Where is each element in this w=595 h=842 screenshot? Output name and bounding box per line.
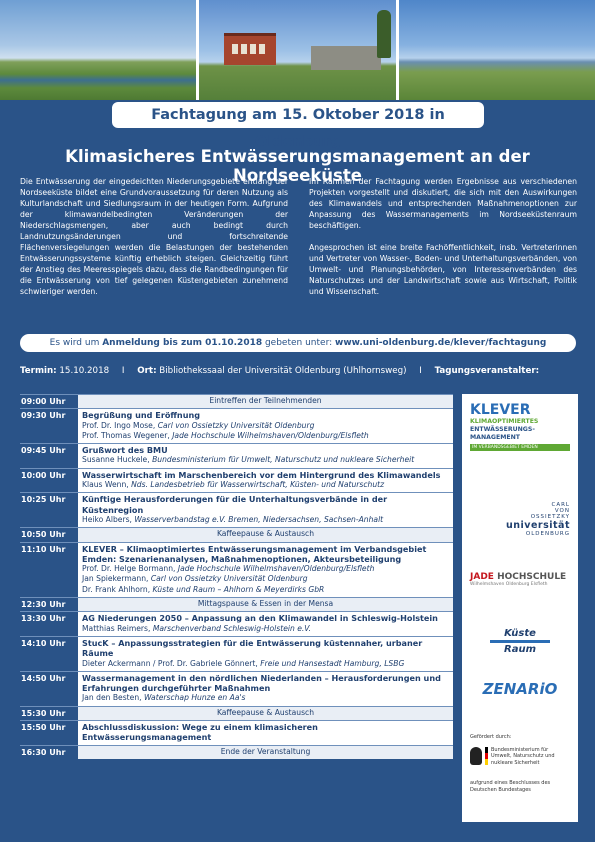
- uni-logo-name: universität: [505, 520, 570, 531]
- speaker-name: Susanne Huckele,: [82, 455, 153, 465]
- program-row: [20, 468, 453, 493]
- speaker-organisation: Marschenverband Schleswig-Holstein e.V.: [152, 623, 312, 633]
- sponsor-panel: [462, 394, 578, 822]
- program-speaker: [82, 515, 449, 525]
- program-talk-title: Begrüßung und Eröffnung: [82, 410, 201, 421]
- bmu-funder-logo: [470, 734, 570, 793]
- program-break-label: Kaffeepause & Austausch: [216, 529, 315, 539]
- wave-line: [490, 640, 550, 643]
- program-speaker: [82, 585, 449, 595]
- program-cell: [78, 543, 453, 597]
- program-cell: [78, 637, 453, 671]
- program-row: [20, 408, 453, 443]
- program-talk-title: Wassermanagement in den nördlichen Niederlanden – Herausforderungen und Erfahrungen durchgeführter Maßnahmen: [82, 672, 441, 694]
- program-break-label: Mittagspause & Essen in der Mensa: [197, 599, 334, 609]
- program-cell: [78, 444, 453, 468]
- intro-paragraph: Die Entwässerung der eingedeichten Niederungsgebiete entlang der Nordseeküste bildet eine Grundvoraussetzung für deren Nutzung als Kulturlandschaft und Siedlungsraum in der heutigen Form. Aufgrund der klimawandelbedingten Veränderungen der Niederschlagsmengen, aber auch bedingt durch Landnutzungsänderungen und fortschreitende Flächenversiegelungen werden die Belastungen der bestehenden Entwässerungssysteme künftig erheblich steigen. Gleichzeitig führt der Anstieg des Meeresspiegels dazu, dass die Randbedingungen für die Entwässerung von tief gelegenen Küstengebieten zunehmend schwieriger werden.: [20, 177, 288, 296]
- klever-logo-line: ENTWÄSSERUNGS-: [470, 426, 535, 433]
- uni-logo-city: OLDENBURG: [525, 531, 570, 537]
- program-row: [20, 492, 453, 527]
- program-time: 14:10 Uhr: [21, 638, 66, 648]
- program-speaker: [82, 455, 449, 465]
- klever-logo-title: KLEVER: [470, 402, 531, 418]
- speaker-name: Prof. Dr. Helge Bormann,: [82, 564, 178, 574]
- program-cell: [78, 528, 453, 541]
- zenario-logo: [470, 680, 570, 698]
- german-flag-icon: [485, 747, 488, 765]
- program-time: 12:30 Uhr: [21, 600, 66, 610]
- klever-logo-line: MANAGEMENT: [470, 434, 521, 441]
- klever-logo-ribbon: IM VERBANDSGEBIET EMDEN: [470, 444, 570, 451]
- program-time: 10:00 Uhr: [21, 470, 66, 480]
- intro-paragraph: Angesprochen ist eine breite Fachöffentlichkeit, insb. Vertreterinnen und Vertreter von Wasser-, Boden- und Unterhaltungsverbänden, von Umwelt- und Planungsbehörden, von Interessenverbänden des Naturschutzes und der Landwirtschaft sowie aus Wirtschaft, Politik und Wissenschaft.: [309, 243, 577, 296]
- uni-oldenburg-logo: [470, 502, 570, 537]
- program-speaker: [82, 574, 449, 584]
- program-cell: [78, 746, 453, 759]
- program-cell: [78, 612, 453, 636]
- speaker-organisation: Waterschap Hunze en Aa's: [143, 693, 246, 703]
- program-time: 09:30 Uhr: [21, 411, 66, 421]
- program-speaker: [82, 659, 449, 669]
- program-talk-title: Künftige Herausforderungen für die Unterhaltungsverbände in der Küstenregion: [82, 494, 388, 515]
- program-row: [20, 671, 453, 706]
- uni-logo-text: CARL: [551, 502, 570, 508]
- tree: [377, 10, 391, 58]
- klever-logo-line: KLIMAOPTIMIERTES: [470, 418, 539, 425]
- speaker-organisation: Nds. Landesbetrieb für Wasserwirtschaft, Küsten- und Naturschutz: [131, 480, 385, 490]
- header-photos: [0, 0, 595, 100]
- registration-deadline: Anmeldung bis zum 01.10.2018: [102, 338, 263, 348]
- program-time: 14:50 Uhr: [21, 673, 66, 683]
- speaker-name: Dr. Frank Ahlhorn,: [82, 584, 153, 594]
- jade-hochschule-logo: [470, 572, 570, 587]
- speaker-organisation: Carl von Ossietzky Universität Oldenburg: [157, 420, 315, 430]
- speaker-name: Jan den Besten,: [82, 693, 144, 703]
- speaker-organisation: Jade Hochschule Wilhelmshaven/Oldenburg/Elsfleth: [172, 430, 369, 440]
- program-break-label: Eintreffen der Teilnehmenden: [209, 396, 322, 405]
- program-time: 09:45 Uhr: [21, 446, 66, 456]
- program-talk-title: Abschlussdiskussion: Wege zu einem klimasicheren Entwässerungsmanagement: [82, 722, 318, 743]
- program-talk-title: AG Niederungen 2050 – Anpassung an den Klimawandel in Schleswig-Holstein: [82, 613, 438, 624]
- speaker-name: Prof. Thomas Wegener,: [82, 430, 173, 440]
- intro-paragraph: Im Rahmen der Fachtagung werden Ergebnisse aus verschiedenen Projekten vorgestellt und diskutiert, die sich mit den Auswirkungen des Klimawandels und entsprechenden Maßnahmenoptionen zur Anpassung des Wassermanagements im Nordseeküstenraum beschäftigen.: [309, 177, 577, 230]
- program-time: 11:10 Uhr: [21, 544, 66, 554]
- jade-logo-sub: Wilhelmshaven Oldenburg Elsfleth: [470, 582, 548, 587]
- program-cell: [78, 707, 453, 720]
- program-break-label: Ende der Veranstaltung: [220, 746, 311, 756]
- speaker-organisation: Küste und Raum – Ahlhorn & Meyerdirks GbR: [152, 584, 325, 594]
- speaker-name: Klaus Wenn,: [82, 480, 132, 490]
- program-cell: [78, 598, 453, 611]
- termin-value: 15.10.2018: [56, 366, 110, 376]
- program-speaker: [82, 431, 449, 441]
- ort-value: Bibliothekssaal der Universität Oldenburg (Uhlhornsweg): [156, 366, 407, 376]
- klever-logo: [470, 402, 570, 451]
- speaker-name: Prof. Dr. Ingo Mose,: [82, 420, 158, 430]
- program-time: 15:30 Uhr: [21, 708, 66, 718]
- speaker-organisation: Wasserverbandstag e.V. Bremen, Niedersachsen, Sachsen-Anhalt: [134, 514, 384, 524]
- separator: I: [121, 366, 125, 376]
- program-speaker: [82, 693, 449, 703]
- program-talk-title: KLEVER – Klimaoptimiertes Entwässerungsmanagement im Verbandsgebiet Emden: Szenarienanalysen, Maßnahmenoptionen, Akteursbeteiligung: [82, 543, 427, 564]
- program-row: [20, 394, 453, 408]
- program-cell: [78, 672, 453, 706]
- uni-logo-text: VON: [554, 508, 570, 514]
- program-speaker: [82, 480, 449, 490]
- program-table: [20, 394, 453, 759]
- program-time: 16:30 Uhr: [21, 747, 66, 757]
- event-subtitle: Fachtagung am 15. Oktober 2018 in Oldenburg: [110, 100, 486, 130]
- program-row: [20, 527, 453, 541]
- program-row: [20, 745, 453, 759]
- program-row: [20, 706, 453, 720]
- registration-middle: gebeten unter:: [262, 338, 336, 348]
- raum-logo-text: Raum: [504, 644, 536, 655]
- program-cell: [78, 721, 453, 745]
- kueste-logo-text: Küste: [504, 628, 536, 639]
- program-time: 10:50 Uhr: [21, 530, 66, 540]
- federal-eagle-icon: [470, 747, 482, 765]
- registration-prefix: Es wird um: [49, 338, 103, 348]
- program-talk-title: Grußwort des BMU: [82, 445, 168, 456]
- funder-note: aufgrund eines Beschlusses des Deutschen Bundestages: [470, 780, 551, 793]
- photo-coast: [399, 0, 595, 100]
- speaker-organisation: Freie und Hansestadt Hamburg, LSBG: [260, 658, 405, 668]
- program-talk-title: StucK – Anpassungsstrategien für die Entwässerung küstennaher, urbaner Räume: [82, 637, 423, 659]
- program-speaker: [82, 624, 449, 634]
- speaker-name: Matthias Reimers,: [82, 623, 153, 633]
- kueste-und-raum-logo: [470, 628, 570, 655]
- pumping-station-building: [224, 33, 276, 65]
- program-cell: [78, 493, 453, 527]
- funder-name: Bundesministerium für Umwelt, Naturschutz und nukleare Sicherheit: [491, 746, 555, 766]
- speaker-organisation: Carl von Ossietzky Universität Oldenburg: [150, 574, 308, 584]
- intro-right: [309, 176, 577, 297]
- program-row: [20, 542, 453, 597]
- veranstalter-label: Tagungsveranstalter:: [434, 366, 540, 376]
- program-row: [20, 443, 453, 468]
- program-break-label: Kaffeepause & Austausch: [216, 707, 315, 717]
- program-speaker: [82, 564, 449, 574]
- termin-label: Termin:: [20, 366, 57, 376]
- registration-link[interactable]: www.uni-oldenburg.de/klever/fachtagung: [335, 338, 547, 348]
- program-cell: [78, 409, 453, 443]
- separator: I: [419, 366, 422, 376]
- event-info-line: [20, 366, 580, 376]
- zenario-logo-text: ZENARiO: [482, 680, 558, 698]
- photo-pumping-station: [199, 0, 395, 100]
- jade-logo-text: JADE: [470, 572, 494, 582]
- uni-logo-text: OSSIETZKY: [530, 514, 570, 520]
- program-talk-title: Wasserwirtschaft im Marschenbereich vor dem Hintergrund des Klimawandels: [82, 469, 441, 480]
- program-time: 13:30 Uhr: [21, 614, 66, 624]
- photo-canal: [0, 0, 196, 100]
- program-row: [20, 611, 453, 636]
- speaker-name: Dieter Ackermann / Prof. Dr. Gabriele Gönnert,: [82, 658, 261, 668]
- program-row: [20, 597, 453, 611]
- program-cell: [78, 395, 453, 408]
- speaker-name: Heiko Albers,: [82, 514, 135, 524]
- program-row: [20, 720, 453, 745]
- program-time: 09:00 Uhr: [21, 397, 66, 406]
- program-time: 15:50 Uhr: [21, 723, 66, 733]
- speaker-organisation: Bundesministerium für Umwelt, Naturschutz und nukleare Sicherheit: [152, 455, 415, 465]
- intro-left: [20, 176, 288, 297]
- registration-bar: [20, 334, 576, 352]
- jade-logo-text: HOCHSCHULE: [497, 572, 567, 582]
- program-time: 10:25 Uhr: [21, 495, 66, 505]
- page-title: Klimasicheres Entwässerungsmanagement an der Nordseeküste: [65, 147, 530, 185]
- program-cell: [78, 469, 453, 493]
- speaker-organisation: Jade Hochschule Wilhelmshaven/Oldenburg/Elsfleth: [177, 564, 375, 574]
- funder-label: Gefördert durch:: [470, 734, 512, 740]
- speaker-name: Jan Spiekermann,: [82, 574, 151, 584]
- ort-label: Ort:: [137, 366, 157, 376]
- sluice-gate: [311, 46, 381, 70]
- program-row: [20, 636, 453, 671]
- program-speaker: [82, 421, 449, 431]
